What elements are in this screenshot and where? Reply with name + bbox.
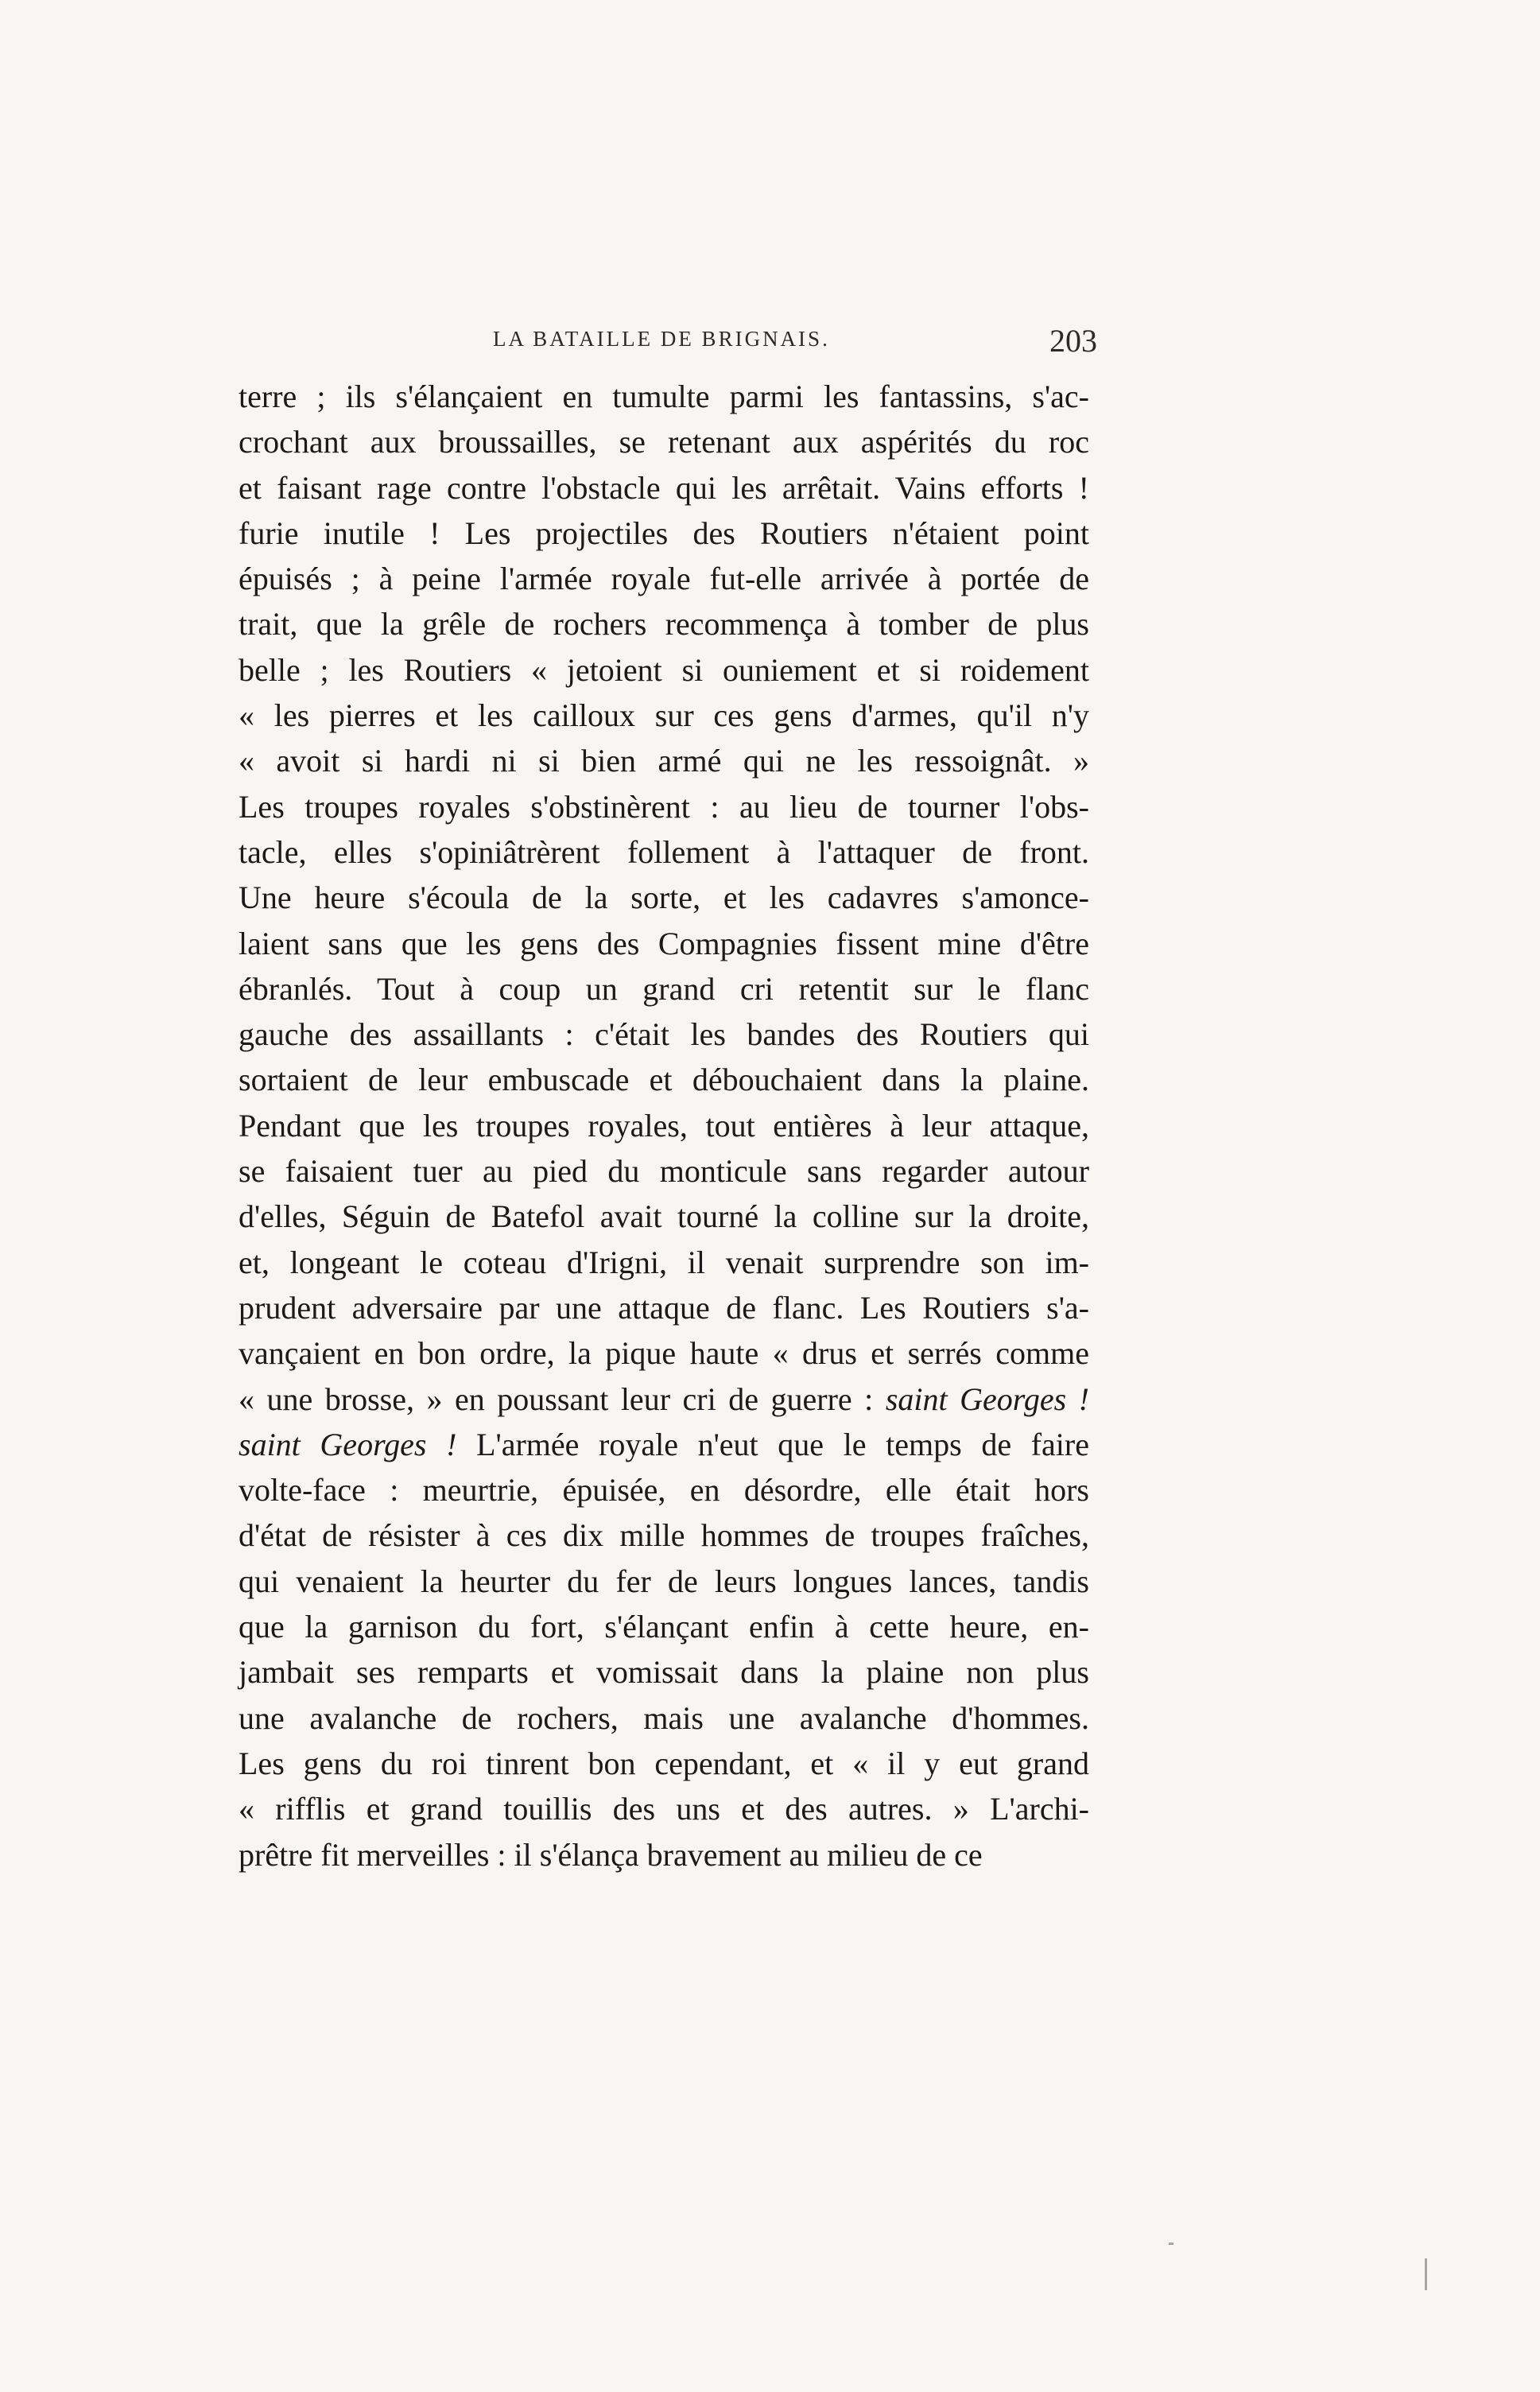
text-line: laient sans que les gens des Compagnies fissent mine d'être [239,925,1089,961]
text-line: jambait ses remparts et vomissait dans la plaine non plus [239,1654,1089,1691]
text-line: Pendant que les troupes royales, tout entières à leur attaque, [239,1107,1089,1144]
text-line: Une heure s'écoula de la sorte, et les cadavres s'amonce- [239,880,1089,916]
text-line: une avalanche de rochers, mais une avalanche d'hommes. [239,1699,1089,1736]
text-line: volte-face : meurtrie, épuisée, en désordre, elle était hors [239,1472,1089,1509]
text-line: « les pierres et les cailloux sur ces gens d'armes, qu'il n'y [239,697,1089,734]
text-line: belle ; les Routiers « jetoient si ouniement et si roidement [239,651,1089,688]
text-line: crochant aux broussailles, se retenant aux aspérités du roc [239,424,1089,460]
text-line: sortaient de leur embuscade et débouchaient dans la plaine. [239,1062,1089,1098]
text-line: épuisés ; à peine l'armée royale fut-elle arrivée à portée de [239,561,1089,597]
running-title: LA BATAILLE DE BRIGNAIS. [493,327,830,351]
text-line: d'état de résister à ces dix mille hommes de troupes fraîches, [239,1517,1089,1554]
paper-speck [1425,2258,1427,2290]
text-line: gauche des assaillants : c'était les bandes des Routiers qui [239,1016,1089,1053]
text-line: terre ; ils s'élançaient en tumulte parmi les fantassins, s'ac- [239,379,1089,414]
page-number: 203 [1049,323,1097,359]
text-line: prudent adversaire par une attaque de flanc. Les Routiers s'a- [239,1289,1089,1326]
text-line: « avoit si hardi ni si bien armé qui ne les ressoignât. » [239,743,1089,779]
text-segment: L'armée royale n'eut que le temps de faire [456,1426,1089,1462]
page-header [239,322,1105,370]
text-line: « rifflis et grand touillis des uns et des autres. » L'archi- [239,1791,1089,1827]
body-text [239,374,1089,1877]
text-line: qui venaient la heurter du fer de leurs longues lances, tandis [239,1563,1089,1599]
text-line: et, longeant le coteau d'Irigni, il venait surprendre son im- [239,1244,1089,1280]
text-line: Les gens du roi tinrent bon cependant, et « il y eut grand [239,1745,1089,1781]
italic-segment: saint Georges ! [885,1380,1090,1417]
text-line: tacle, elles s'opiniâtrèrent follement à l'attaquer de front. [239,833,1089,870]
text-line: et faisant rage contre l'obstacle qui les arrêtait. Vains efforts ! [239,469,1089,506]
text-line: se faisaient tuer au pied du monticule sans regarder autour [239,1153,1089,1190]
text-line: trait, que la grêle de rochers recommença à tomber de plus [239,606,1089,643]
paper-speck [1169,2242,1173,2245]
text-line: d'elles, Séguin de Batefol avait tourné la colline sur la droite, [239,1198,1089,1235]
text-segment: « une brosse, » en poussant leur cri de guerre : [239,1380,886,1417]
text-line-mixed [239,1422,1089,1467]
text-line-mixed [239,1377,1089,1422]
text-line: Les troupes royales s'obstinèrent : au lieu de tourner l'obs- [239,788,1089,825]
italic-segment: saint Georges ! [239,1426,457,1462]
text-line: ébranlés. Tout à coup un grand cri retentit sur le flanc [239,970,1089,1007]
text-line: que la garnison du fort, s'élançant enfin à cette heure, en- [239,1609,1089,1645]
text-line: vançaient en bon ordre, la pique haute « drus et serrés comme [239,1335,1089,1372]
text-line: prêtre fit merveilles : il s'élança bravement au milieu de ce [239,1836,983,1873]
text-line: furie inutile ! Les projectiles des Routiers n'étaient point [239,515,1089,551]
